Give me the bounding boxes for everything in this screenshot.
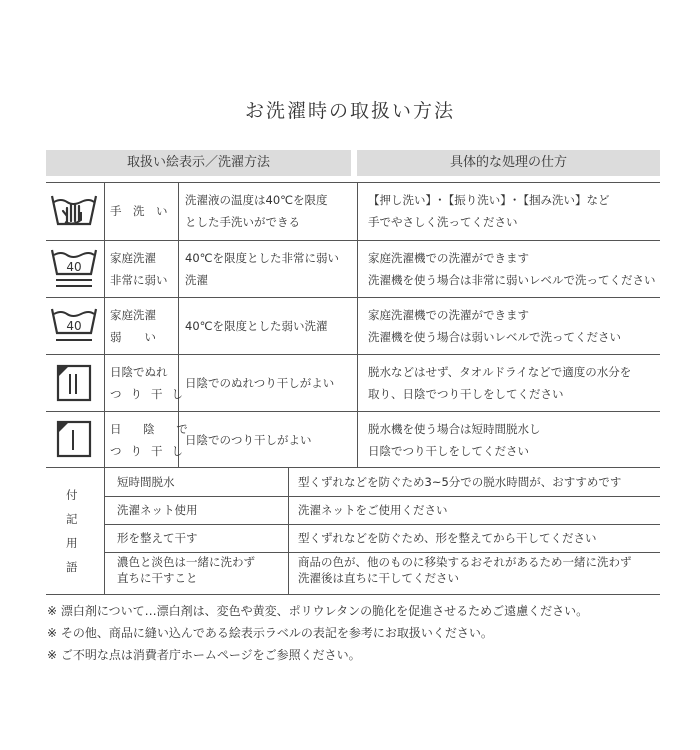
table-line: [104, 182, 105, 467]
row-label: つり干し: [110, 444, 192, 458]
row-detail: 日陰でつり干しをしてください: [368, 444, 529, 458]
supplementary-label: 付: [66, 488, 78, 502]
supplementary-label: 記: [66, 512, 78, 526]
row-label: 日 陰 で: [110, 422, 197, 436]
supplementary-desc: 商品の色が、他のものに移染するおそれがあるため一緒に洗わず: [298, 555, 632, 569]
supplementary-term: 形を整えて干す: [117, 531, 198, 545]
footnote: ※ 漂白剤について…漂白剤は、変色や黄変、ポリウレタンの脆化を促進させるためご遠慮ください。: [47, 604, 589, 618]
row-detail: 洗濯機を使う場合は非常に弱いレベルで洗ってください: [368, 273, 656, 287]
row-method: 40℃を限度とした非常に弱い: [185, 251, 340, 265]
row-detail: 【押し洗い】･【振り洗い】･【掴み洗い】など: [368, 193, 610, 207]
row-label: 家庭洗濯: [110, 251, 156, 265]
table-line: [46, 354, 660, 355]
row-method: 日陰でのぬれつり干しがよい: [185, 376, 335, 390]
header-symbol-method: 取扱い絵表示／洗濯方法: [46, 150, 351, 176]
table-line: [104, 496, 660, 497]
footnote: ※ ご不明な点は消費者庁ホームページをご参照ください。: [47, 648, 361, 662]
drip-dry-shade-icon: [55, 362, 93, 404]
table-line: [46, 240, 660, 241]
row-detail: 洗濯機を使う場合は弱いレベルで洗ってください: [368, 330, 621, 344]
icon-temperature-label: 40: [66, 319, 82, 333]
table-line: [46, 411, 660, 412]
supplementary-desc: 型くずれなどを防ぐため3~5分での脱水時間が、おすすめです: [298, 475, 622, 489]
row-detail: 家庭洗濯機での洗濯ができます: [368, 251, 529, 265]
supplementary-desc: 洗濯後は直ちに干してください: [298, 571, 459, 585]
row-method: 洗濯液の温度は40℃を限度: [185, 193, 328, 207]
table-line: [46, 297, 660, 298]
row-detail: 取り、日陰でつり干しをしてください: [368, 387, 564, 401]
row-method: 洗濯: [185, 273, 208, 287]
table-line: [46, 467, 660, 468]
row-label: 弱 い: [110, 330, 156, 344]
machine-wash-40-gentle-icon: [50, 305, 98, 347]
header-treatment: 具体的な処理の仕方: [357, 150, 660, 176]
row-label: 家庭洗濯: [110, 308, 156, 322]
row-label: 日陰でぬれ: [110, 365, 168, 379]
row-method: 日陰でのつり干しがよい: [185, 433, 312, 447]
row-label: 非常に弱い: [110, 273, 168, 287]
supplementary-label: 用: [66, 536, 78, 550]
footnote: ※ その他、商品に縫い込んである絵表示ラベルの表記を参考にお取扱いください。: [47, 626, 493, 640]
table-line: [357, 182, 358, 467]
supplementary-label: 語: [66, 560, 78, 574]
machine-wash-40-very-gentle-icon: [50, 246, 98, 292]
footnotes: [47, 600, 588, 666]
supplementary-term: 短時間脱水: [117, 475, 175, 489]
row-label: 手 洗 い: [110, 204, 168, 218]
table-line: [46, 594, 660, 595]
row-detail: 手でやさしく洗ってください: [368, 215, 518, 229]
row-detail: 脱水機を使う場合は短時間脱水し: [368, 422, 541, 436]
table-line: [46, 182, 660, 183]
supplementary-desc: 洗濯ネットをご使用ください: [298, 503, 448, 517]
supplementary-desc: 型くずれなどを防ぐため、形を整えてから干してください: [298, 531, 597, 545]
icon-temperature-label: 40: [66, 260, 82, 274]
table-line: [104, 552, 660, 553]
row-label: つり干し: [110, 387, 192, 401]
supplementary-term: 濃色と淡色は一緒に洗わず: [117, 555, 255, 569]
supplementary-term: 洗濯ネット使用: [117, 503, 198, 517]
table-line: [104, 467, 105, 594]
row-detail: 家庭洗濯機での洗濯ができます: [368, 308, 529, 322]
table-line: [104, 524, 660, 525]
row-method: とした手洗いができる: [185, 215, 300, 229]
hand-wash-icon: [50, 190, 98, 230]
page-title: お洗濯時の取扱い方法: [244, 100, 455, 122]
supplementary-term: 直ちに干すこと: [117, 571, 198, 585]
row-detail: 脱水などはせず、タオルドライなどで適度の水分を: [368, 365, 632, 379]
row-method: 40℃を限度とした弱い洗濯: [185, 319, 328, 333]
line-dry-shade-icon: [55, 418, 93, 460]
table-line: [288, 467, 289, 594]
